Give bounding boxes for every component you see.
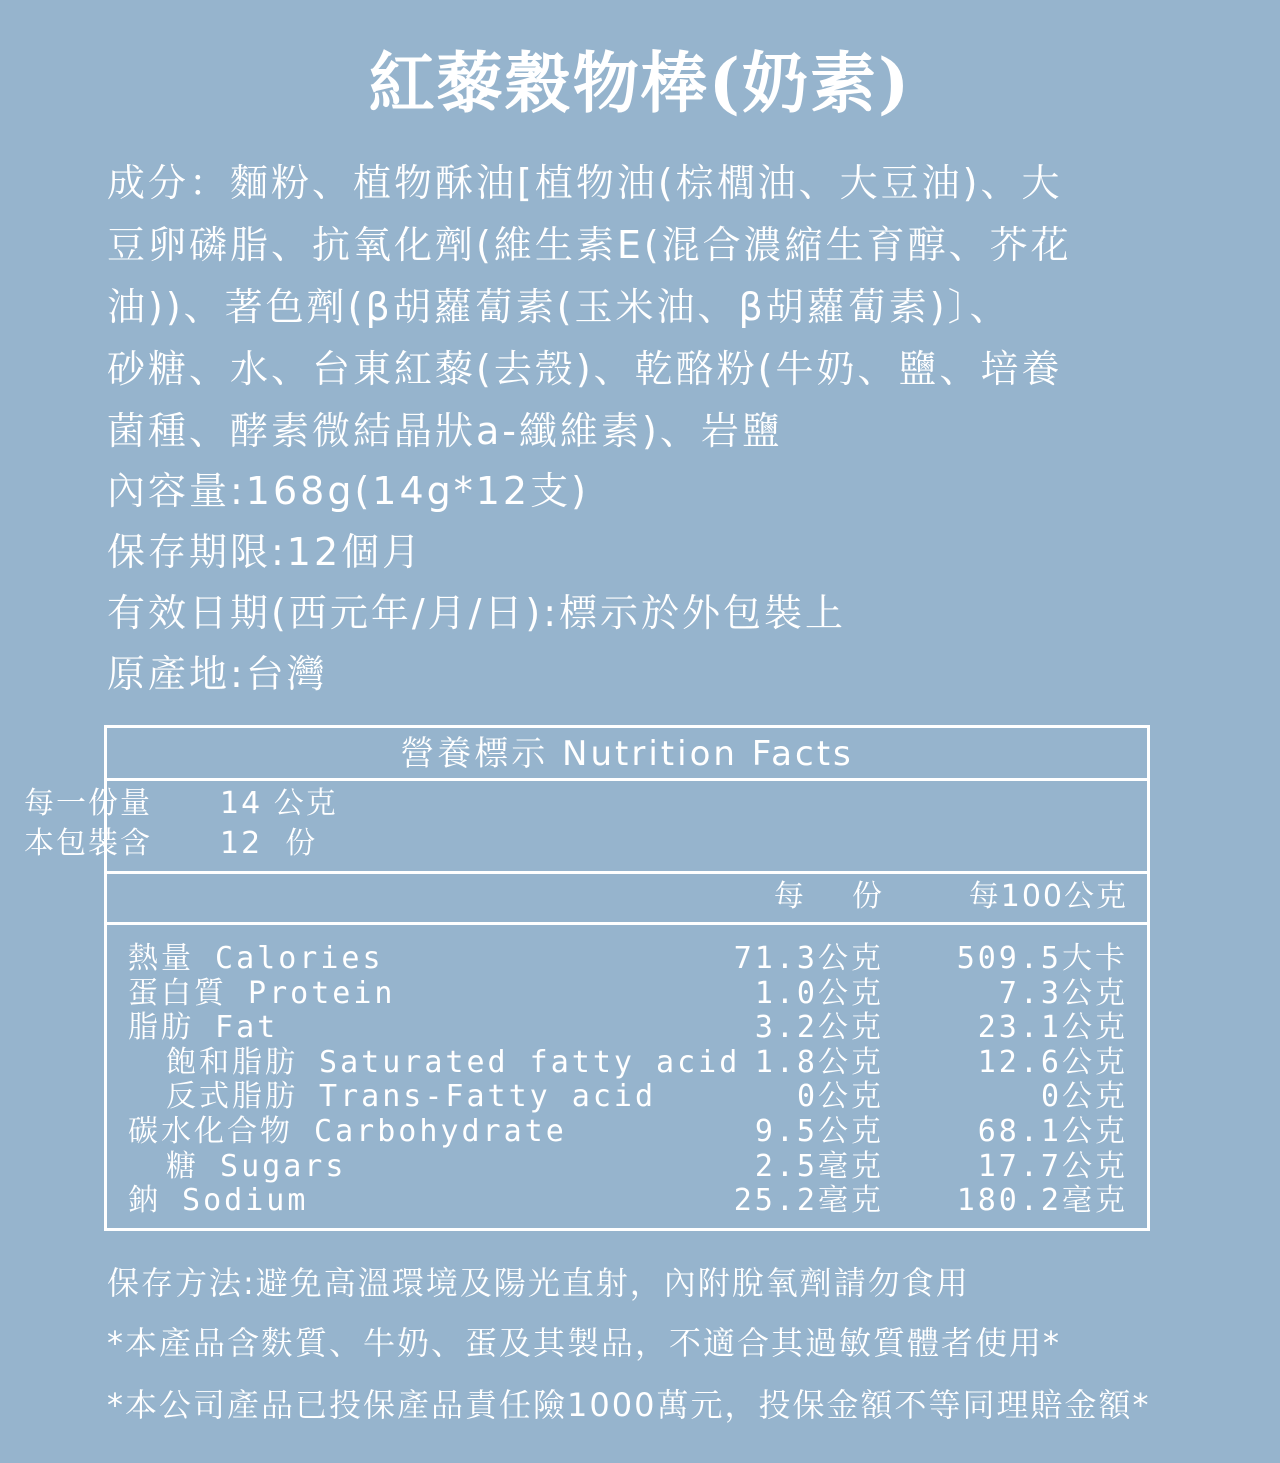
column-header-per-100g: 每100公克	[968, 879, 1128, 914]
allergen-warning: *本產品含麩質、牛奶、蛋及其製品，不適合其過敏質體者使用*	[107, 1324, 1062, 1362]
nutrient-name: 蛋白質 Protein	[128, 975, 396, 1011]
nutrient-row	[0, 1080, 1280, 1115]
nutrient-name: 糖 Sugars	[166, 1148, 347, 1184]
nutrient-row	[0, 1046, 1280, 1081]
ingredients-list	[107, 152, 1187, 462]
per-serving-value: 3.2公克	[754, 1010, 884, 1046]
table-divider	[107, 922, 1147, 925]
nutrient-row	[0, 1150, 1280, 1185]
per-100g-value: 12.6公克	[977, 1044, 1128, 1080]
servings-label: 本包裝含	[24, 826, 152, 861]
per-serving-value: 1.0公克	[754, 975, 884, 1011]
serving-size-label: 每一份量	[24, 786, 152, 821]
net-content: 內容量:168g(14g*12支)	[107, 469, 589, 513]
nutrition-facts-title: 營養標示 Nutrition Facts	[400, 734, 854, 774]
per-serving-value: 9.5公克	[754, 1113, 884, 1149]
nutrient-row	[0, 977, 1280, 1012]
per-serving-value: 0公克	[796, 1079, 884, 1115]
serving-size-row	[24, 784, 338, 824]
per-100g-value: 0公克	[1040, 1079, 1128, 1115]
ingredients-line: 油))、著色劑(β胡蘿蔔素(玉米油、β胡蘿蔔素)〕、	[107, 285, 1011, 329]
ingredients-line: 砂糖、水、台東紅藜(去殼)、乾酪粉(牛奶、鹽、培養	[107, 347, 1063, 391]
per-100g-value: 23.1公克	[977, 1010, 1128, 1046]
nutrient-name: 飽和脂肪 Saturated fatty acid	[166, 1044, 741, 1080]
per-serving-value: 1.8公克	[754, 1044, 884, 1080]
nutrient-name: 碳水化合物 Carbohydrate	[128, 1113, 567, 1149]
per-serving-value: 71.3公克	[733, 941, 884, 976]
nutrient-name: 熱量 Calories	[128, 941, 384, 976]
nutrition-rows	[0, 942, 1280, 1219]
expiry-date: 有效日期(西元年/月/日):標示於外包裝上	[107, 591, 847, 635]
insurance-notice: *本公司產品已投保產品責任險1000萬元，投保金額不等同理賠金額*	[107, 1386, 1151, 1424]
nutrient-row	[0, 1011, 1280, 1046]
per-100g-value: 68.1公克	[977, 1113, 1128, 1149]
nutrient-row	[0, 1115, 1280, 1150]
per-100g-value: 180.2毫克	[956, 1183, 1128, 1219]
nutrient-row	[0, 942, 1280, 977]
serving-size-value: 14 公克	[220, 786, 338, 821]
per-100g-value: 509.5大卡	[956, 941, 1128, 976]
country-of-origin: 原產地:台灣	[107, 652, 328, 696]
nutrient-name: 反式脂肪 Trans-Fatty acid	[166, 1079, 657, 1115]
column-header-per-serving: 每 份	[773, 879, 884, 914]
table-divider	[107, 778, 1147, 781]
per-serving-value: 25.2毫克	[733, 1183, 884, 1219]
shelf-life: 保存期限:12個月	[107, 530, 424, 574]
table-divider	[107, 871, 1147, 874]
per-serving-value: 2.5毫克	[754, 1148, 884, 1184]
ingredients-line: 菌種、酵素微結晶狀a-纖維素)、岩鹽	[107, 409, 783, 453]
per-100g-value: 17.7公克	[977, 1148, 1128, 1184]
servings-per-package-row	[24, 824, 317, 864]
product-title: 紅藜穀物棒(奶素)	[368, 44, 912, 122]
ingredients-line: 豆卵磷脂、抗氧化劑(維生素E(混合濃縮生育醇、芥花	[107, 223, 1072, 267]
ingredients-line: 成分：麵粉、植物酥油[植物油(棕櫚油、大豆油)、大	[107, 161, 1063, 205]
servings-value: 12 份	[220, 826, 318, 861]
nutrient-row	[0, 1184, 1280, 1219]
nutrient-name: 鈉 Sodium	[128, 1183, 309, 1219]
nutrient-name: 脂肪 Fat	[128, 1010, 279, 1046]
storage-instructions: 保存方法:避免高溫環境及陽光直射，內附脫氧劑請勿食用	[107, 1264, 970, 1302]
per-100g-value: 7.3公克	[998, 975, 1128, 1011]
